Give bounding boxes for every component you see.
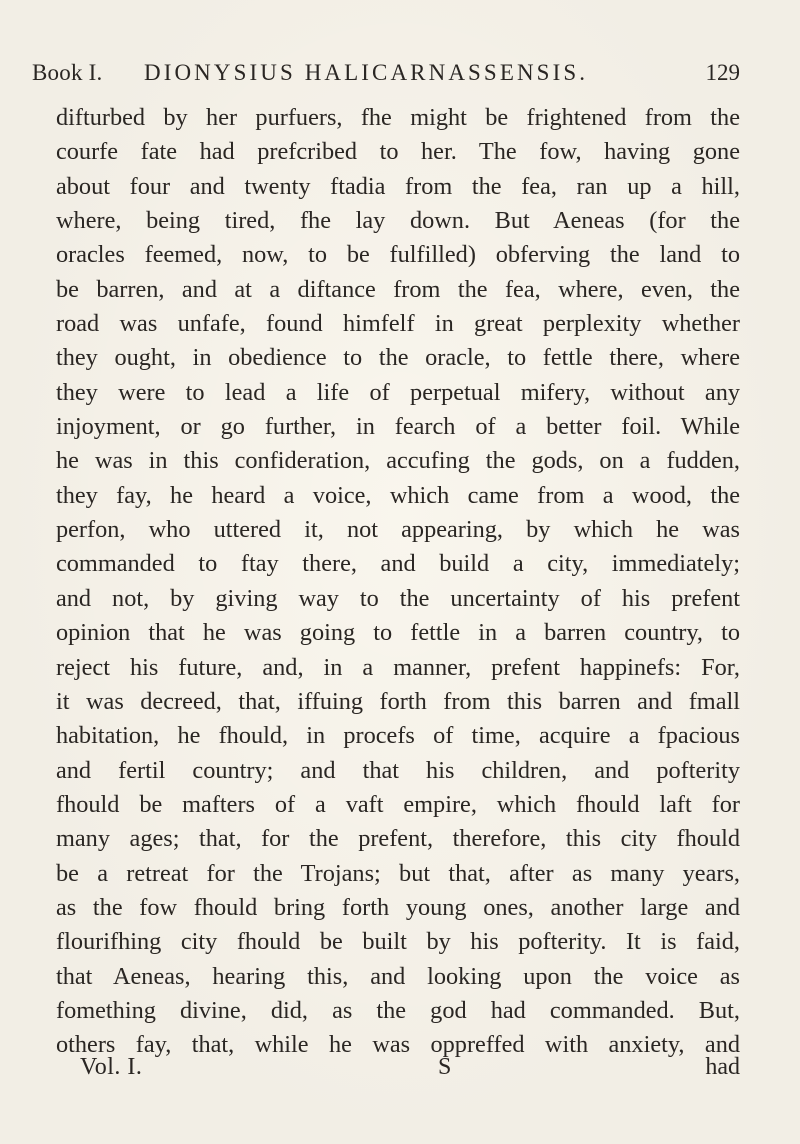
text-line: they fay, he heard a voice, which came from a wood, the bbox=[56, 481, 740, 509]
text-line: be barren, and at a diftance from the fea, where, even, the bbox=[56, 275, 740, 303]
text-line: they were to lead a life of perpetual mifery, without any bbox=[56, 378, 740, 406]
text-line: he was in this confideration, accufing the gods, on a fudden, bbox=[56, 447, 740, 475]
text-line: as the fow fhould bring forth young ones, another large and bbox=[56, 893, 740, 921]
page-number: 129 bbox=[705, 60, 740, 85]
text-line: and not, by giving way to the uncertainty of his prefent bbox=[56, 584, 740, 612]
book-label: Book I. bbox=[32, 60, 103, 85]
text-line: where, being tired, fhe lay down. But Aeneas (for the bbox=[56, 207, 740, 235]
text-line: difturbed by her purfuers, fhe might be frightened from the bbox=[56, 104, 740, 131]
text-line: that Aeneas, hearing this, and looking upon the voice as bbox=[56, 962, 740, 990]
text-line: perfon, who uttered it, not appearing, by which he was bbox=[56, 516, 740, 544]
text-line: habitation, he fhould, in procefs of time, acquire a fpacious bbox=[56, 722, 740, 750]
text-line: others fay, that, while he was oppreffed with anxiety, and bbox=[56, 1031, 740, 1059]
text-line: fhould be mafters of a vaft empire, which fhould laft for bbox=[56, 790, 740, 818]
text-line: they ought, in obedience to the oracle, to fettle there, where bbox=[56, 344, 740, 372]
text-line: injoyment, or go further, in fearch of a better foil. While bbox=[56, 413, 740, 441]
volume-label: Vol. I. bbox=[80, 1054, 143, 1080]
signature-mark: S bbox=[438, 1054, 452, 1080]
text-line: opinion that he was going to fettle in a barren country, to bbox=[56, 619, 740, 647]
catchword: had bbox=[705, 1054, 740, 1080]
text-line: and fertil country; and that his children, and pofterity bbox=[56, 756, 740, 784]
text-line: oracles feemed, now, to be fulfilled) obferving the land to bbox=[56, 241, 740, 269]
text-line: flourifhing city fhould be built by his pofterity. It is faid, bbox=[56, 928, 740, 956]
author-title: DIONYSIUS HALICARNASSENSIS. bbox=[144, 60, 589, 85]
running-header bbox=[32, 60, 740, 94]
page-footer bbox=[56, 1054, 740, 1088]
text-line: reject his future, and, in a manner, prefent happinefs: For, bbox=[56, 653, 740, 681]
text-line: road was unfafe, found himfelf in great perplexity whether bbox=[56, 310, 740, 338]
text-line: about four and twenty ftadia from the fea, ran up a hill, bbox=[56, 172, 740, 200]
text-line: be a retreat for the Trojans; but that, after as many years, bbox=[56, 859, 740, 887]
text-line: many ages; that, for the prefent, therefore, this city fhould bbox=[56, 825, 740, 853]
body-text bbox=[56, 101, 740, 1063]
text-line: fomething divine, did, as the god had commanded. But, bbox=[56, 996, 740, 1024]
text-line: it was decreed, that, iffuing forth from this barren and fmall bbox=[56, 687, 740, 715]
text-line: commanded to ftay there, and build a city, immediately; bbox=[56, 550, 740, 578]
text-line: courfe fate had prefcribed to her. The fow, having gone bbox=[56, 138, 740, 166]
